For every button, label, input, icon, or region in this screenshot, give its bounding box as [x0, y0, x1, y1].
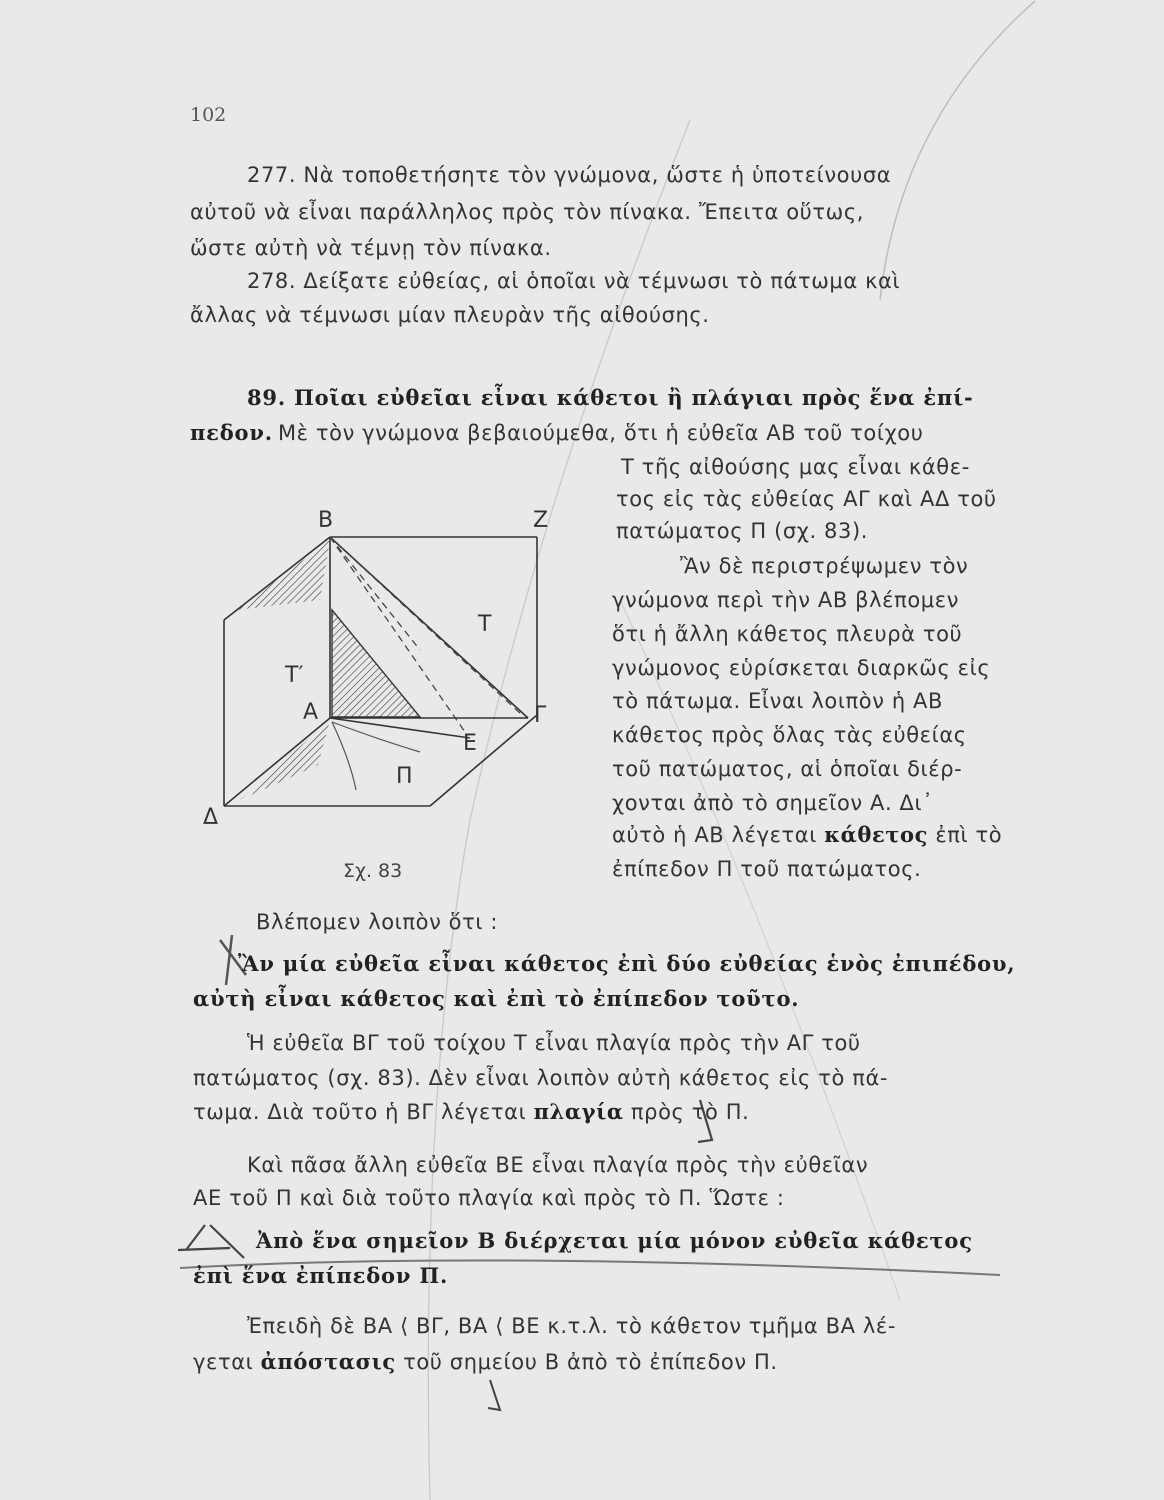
- label-D: Δ: [203, 805, 219, 830]
- every-other-line1: Καὶ πᾶσα ἄλλη εὐθεῖα ΒΕ εἶναι πλαγία πρὸς τὴν εὐθεῖαν: [247, 1153, 869, 1177]
- section-text-r12a: αὐτὸ ἡ ΑΒ λέγεται: [612, 823, 817, 847]
- term-perpendicular: κάθετος: [824, 822, 929, 847]
- theorem1-intro: Βλέπομεν λοιπὸν ὅτι :: [256, 910, 499, 934]
- oblique-line3a: τωμα. Διὰ τοῦτο ἡ ΒΓ λέγεται: [193, 1100, 527, 1124]
- oblique-line2: πατώματος (σχ. 83). Δὲν εἶναι λοιπὸν αὐτὴ κάθετος εἰς τὸ πά-: [193, 1066, 889, 1090]
- label-T: Τ: [478, 612, 492, 637]
- term-oblique: πλαγία: [533, 1099, 624, 1124]
- section-heading-end: πεδον.: [190, 420, 273, 445]
- hatched-wall-corner: [236, 540, 330, 610]
- label-E: Ε: [463, 731, 477, 756]
- ex277-line2: αὐτοῦ νὰ εἶναι παράλληλος πρὸς τὸν πίνακα. Ἔπειτα οὕτως,: [190, 200, 865, 224]
- distance-line1: Ἐπειδὴ δὲ ΒΑ ⟨ ΒΓ, ΒΑ ⟨ ΒΕ κ.τ.λ. τὸ κάθετον τμῆμα ΒΑ λέ-: [247, 1314, 897, 1338]
- section-text-r12c: ἐπὶ τὸ: [935, 823, 1003, 847]
- section-text-r3: πατώματος Π (σχ. 83).: [616, 519, 869, 543]
- set-square: [332, 610, 420, 717]
- label-B: Β: [318, 508, 334, 533]
- section-intro: Μὲ τὸν γνώμονα βεβαιούμεθα, ὅτι ἡ εὐθεῖα ΑΒ τοῦ τοίχου: [277, 421, 924, 445]
- oblique-line1: Ἡ εὐθεῖα ΒΓ τοῦ τοίχου Τ εἶναι πλαγία πρὸς τὴν ΑΓ τοῦ: [247, 1031, 861, 1055]
- section-text-r1: Τ τῆς αἰθούσης μας εἶναι κάθε-: [621, 455, 970, 479]
- ex277-line3: ὥστε αὐτὴ νὰ τέμνῃ τὸν πίνακα.: [190, 236, 552, 260]
- label-P: Π: [396, 764, 413, 789]
- section-text-r5: γνώμονα περὶ τὴν ΑΒ βλέπομεν: [612, 588, 960, 612]
- page-number: 102: [190, 104, 227, 126]
- term-distance: ἀπόστασις: [260, 1349, 396, 1374]
- section-text-r4: Ἂν δὲ περιστρέψωμεν τὸν: [680, 554, 969, 578]
- section-text-r2: τος εἰς τὰς εὐθείας ΑΓ καὶ ΑΔ τοῦ: [616, 487, 997, 511]
- theorem2-line1: Ἀπὸ ἕνα σημεῖον Β διέρχεται μία μόνον εὐθεῖα κάθετος: [256, 1228, 973, 1253]
- theorem2-line2: ἐπὶ ἕνα ἐπίπεδον Π.: [193, 1263, 449, 1288]
- oblique-line3c: πρὸς τὸ Π.: [630, 1100, 750, 1124]
- section-text-r8: τὸ πάτωμα. Εἶναι λοιπὸν ἡ ΑΒ: [612, 689, 943, 713]
- section-text-r7: γνώμονος εὑρίσκεται διαρκῶς εἰς: [612, 656, 991, 680]
- hatched-floor-corner: [240, 720, 330, 800]
- section-heading: 89. Ποῖαι εὐθεῖαι εἶναι κάθετοι ἢ πλάγιαι πρὸς ἕνα ἐπί-: [247, 385, 974, 410]
- ex277-line1: 277. Νὰ τοποθετήσητε τὸν γνώμονα, ὥστε ἡ ὑποτείνουσα: [247, 163, 892, 187]
- label-G: Γ: [534, 703, 547, 728]
- section-text-r11: χονται ἀπὸ τὸ σημεῖον Α. Δι᾽: [612, 791, 934, 815]
- distance-line2: [193, 1345, 778, 1379]
- figure-caption: Σχ. 83: [343, 860, 403, 882]
- section-text-r10: τοῦ πατώματος, αἱ ὁποῖαι διέρ-: [612, 757, 963, 781]
- theorem1-line2: αὐτὴ εἶναι κάθετος καὶ ἐπὶ τὸ ἐπίπεδον τοῦτο.: [193, 986, 800, 1011]
- distance-line2c: τοῦ σημείου Β ἀπὸ τὸ ἐπίπεδον Π.: [403, 1350, 778, 1374]
- section-text-r6: ὅτι ἡ ἄλλη κάθετος πλευρὰ τοῦ: [612, 622, 963, 646]
- every-other-line2: ΑΕ τοῦ Π καὶ διὰ τοῦτο πλαγία καὶ πρὸς τὸ Π. Ὥστε :: [193, 1186, 785, 1210]
- section-text-r9: κάθετος πρὸς ὅλας τὰς εὐθείας: [612, 723, 967, 747]
- label-T-prime: Τ′: [285, 663, 304, 688]
- oblique-line3: [193, 1095, 749, 1129]
- label-A: Α: [303, 700, 319, 725]
- ex278-line2: ἄλλας νὰ τέμνωσι μίαν πλευρὰν τῆς αἰθούσης.: [190, 303, 710, 327]
- ex278-line1: 278. Δείξατε εὐθείας, αἱ ὁποῖαι νὰ τέμνωσι τὸ πάτωμα καὶ: [247, 269, 901, 293]
- section-text-r13: ἐπίπεδον Π τοῦ πατώματος.: [612, 857, 922, 881]
- distance-line2a: γεται: [193, 1350, 254, 1374]
- label-Z: Ζ: [533, 508, 549, 533]
- theorem1-line1: Ἂν μία εὐθεῖα εἶναι κάθετος ἐπὶ δύο εὐθείας ἑνὸς ἐπιπέδου,: [238, 951, 1016, 976]
